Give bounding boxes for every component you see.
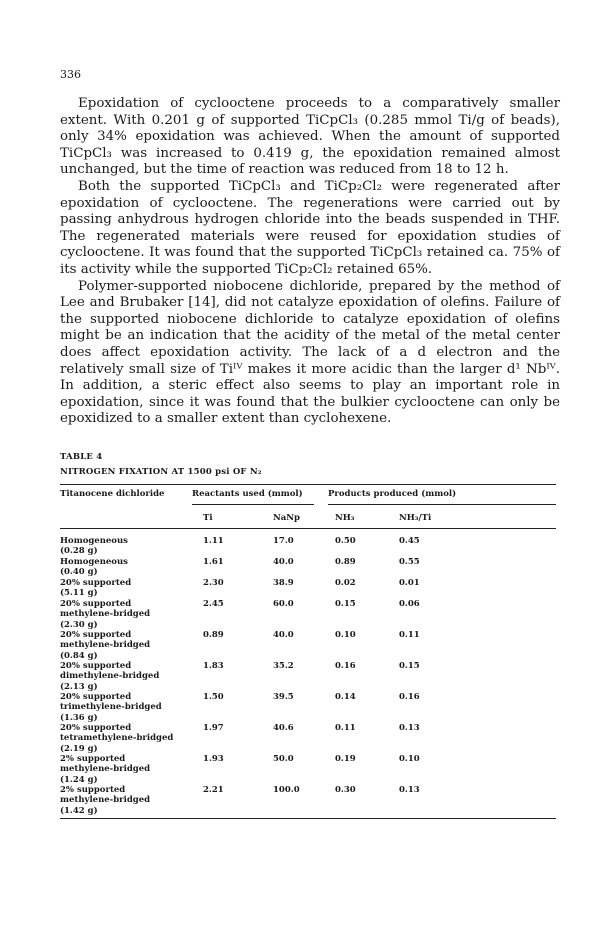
cell-ti: 1.50: [203, 692, 224, 702]
row-label: 2% supported methylene-bridged (1.24 g): [60, 754, 151, 785]
row-label: 20% supported dimethylene-bridged (2.13 g): [60, 661, 160, 692]
cell-ti: 1.93: [203, 754, 224, 764]
cell-ti: 2.21: [203, 785, 224, 795]
cell-nh3-per-ti: 0.55: [399, 557, 420, 567]
row-label: 20% supported methylene-bridged (2.30 g): [60, 599, 151, 630]
cell-nanp: 39.5: [273, 692, 294, 702]
reactants-subrule: [192, 504, 314, 505]
cell-nanp: 50.0: [273, 754, 294, 764]
header-nh3-per-ti: NH₃/Ti: [399, 513, 432, 523]
header-ti: Ti: [203, 513, 213, 523]
paragraph-epoxidation-cyclooctene: Epoxidation of cyclooctene proceeds to a comparatively smaller extent. With 0.201 g of supported TiCpCl₃ (0.285 mmol Ti/g of beads), only 34% epoxidation was achieved. When the amount of supported TiCpCl₃ was increased to 0.419 g, the epoxidation remained almost unchanged, but the time of reaction was reduced from 18 to 12 h.: [60, 96, 560, 178]
cell-nh3: 0.15: [335, 599, 356, 609]
header-titanocene-dichloride: Titanocene dichloride: [60, 489, 165, 499]
cell-nh3-per-ti: 0.01: [399, 578, 420, 588]
paragraph-regeneration: Both the supported TiCpCl₃ and TiCp₂Cl₂ were regenerated after epoxidation of cyclooctene. The regenerations were carried out by passing anhydrous hydrogen chloride into the beads suspended in THF. The regenerated materials were reused for epoxidation studies of cyclooctene. It was found that the supported TiCpCl₃ retained ca. 75% of its activity while the supported TiCp₂Cl₂ retained 65%.: [60, 178, 560, 277]
cell-ti: 1.61: [203, 557, 224, 567]
cell-nanp: 17.0: [273, 536, 294, 546]
products-subrule: [328, 504, 556, 505]
cell-nh3-per-ti: 0.16: [399, 692, 420, 702]
paragraph-niobocene: Polymer-supported niobocene dichloride, prepared by the method of Lee and Brubaker [14], did not catalyze epoxidation of olefins. Failure of the supported niobocene dichloride to catalyze epoxidation of olefins might be an indication that the acidity of the metal of the metal center does affect epoxidation activity. The lack of a d electron and the relatively small size of Tiᴵⱽ makes it more acidic than the larger d¹ Nbᴵⱽ. In addition, a steric effect also seems to play an important role in epoxidation, since it was found that the bulkier cyclooctene can only be epoxidized to a smaller extent than cyclohexene.: [60, 278, 560, 427]
cell-ti: 1.11: [203, 536, 224, 546]
cell-ti: 2.30: [203, 578, 224, 588]
cell-nh3: 0.19: [335, 754, 356, 764]
cell-nanp: 60.0: [273, 599, 294, 609]
cell-nh3: 0.30: [335, 785, 356, 795]
row-label: 20% supported methylene-bridged (0.84 g): [60, 630, 151, 661]
cell-ti: 1.83: [203, 661, 224, 671]
cell-ti: 1.97: [203, 723, 224, 733]
cell-ti: 2.45: [203, 599, 224, 609]
row-label: 20% supported (5.11 g): [60, 578, 132, 599]
row-label: Homogeneous (0.28 g): [60, 536, 128, 557]
cell-nanp: 40.6: [273, 723, 294, 733]
cell-nh3-per-ti: 0.15: [399, 661, 420, 671]
row-label: 2% supported methylene-bridged (1.42 g): [60, 785, 151, 816]
cell-ti: 0.89: [203, 630, 224, 640]
row-label: 20% supported tetramethylene-bridged (2.19 g): [60, 723, 174, 754]
cell-nanp: 40.0: [273, 557, 294, 567]
header-reactants-used: Reactants used (mmol): [192, 489, 303, 499]
cell-nh3: 0.10: [335, 630, 356, 640]
cell-nh3: 0.89: [335, 557, 356, 567]
table-bottom-rule: [60, 818, 556, 819]
cell-nh3-per-ti: 0.10: [399, 754, 420, 764]
table-title: NITROGEN FIXATION AT 1500 psi OF N₂: [60, 467, 262, 477]
cell-nh3-per-ti: 0.13: [399, 723, 420, 733]
cell-nanp: 35.2: [273, 661, 294, 671]
cell-nanp: 40.0: [273, 630, 294, 640]
cell-nanp: 38.9: [273, 578, 294, 588]
cell-nh3-per-ti: 0.13: [399, 785, 420, 795]
row-label: 20% supported trimethylene-bridged (1.36 g): [60, 692, 162, 723]
cell-nh3: 0.50: [335, 536, 356, 546]
cell-nh3-per-ti: 0.11: [399, 630, 420, 640]
body-text: [60, 96, 560, 428]
cell-nh3: 0.14: [335, 692, 356, 702]
table-top-rule: [60, 484, 556, 485]
table-caption: TABLE 4: [60, 452, 103, 462]
header-bottom-rule: [60, 528, 556, 529]
cell-nh3: 0.16: [335, 661, 356, 671]
page-number: 336: [60, 68, 81, 81]
cell-nh3-per-ti: 0.45: [399, 536, 420, 546]
cell-nh3-per-ti: 0.06: [399, 599, 420, 609]
header-products-produced: Products produced (mmol): [328, 489, 457, 499]
cell-nh3: 0.11: [335, 723, 356, 733]
cell-nanp: 100.0: [273, 785, 300, 795]
row-label: Homogeneous (0.40 g): [60, 557, 128, 578]
cell-nh3: 0.02: [335, 578, 356, 588]
header-nh3: NH₃: [335, 513, 355, 523]
header-nanp: NaNp: [273, 513, 300, 523]
